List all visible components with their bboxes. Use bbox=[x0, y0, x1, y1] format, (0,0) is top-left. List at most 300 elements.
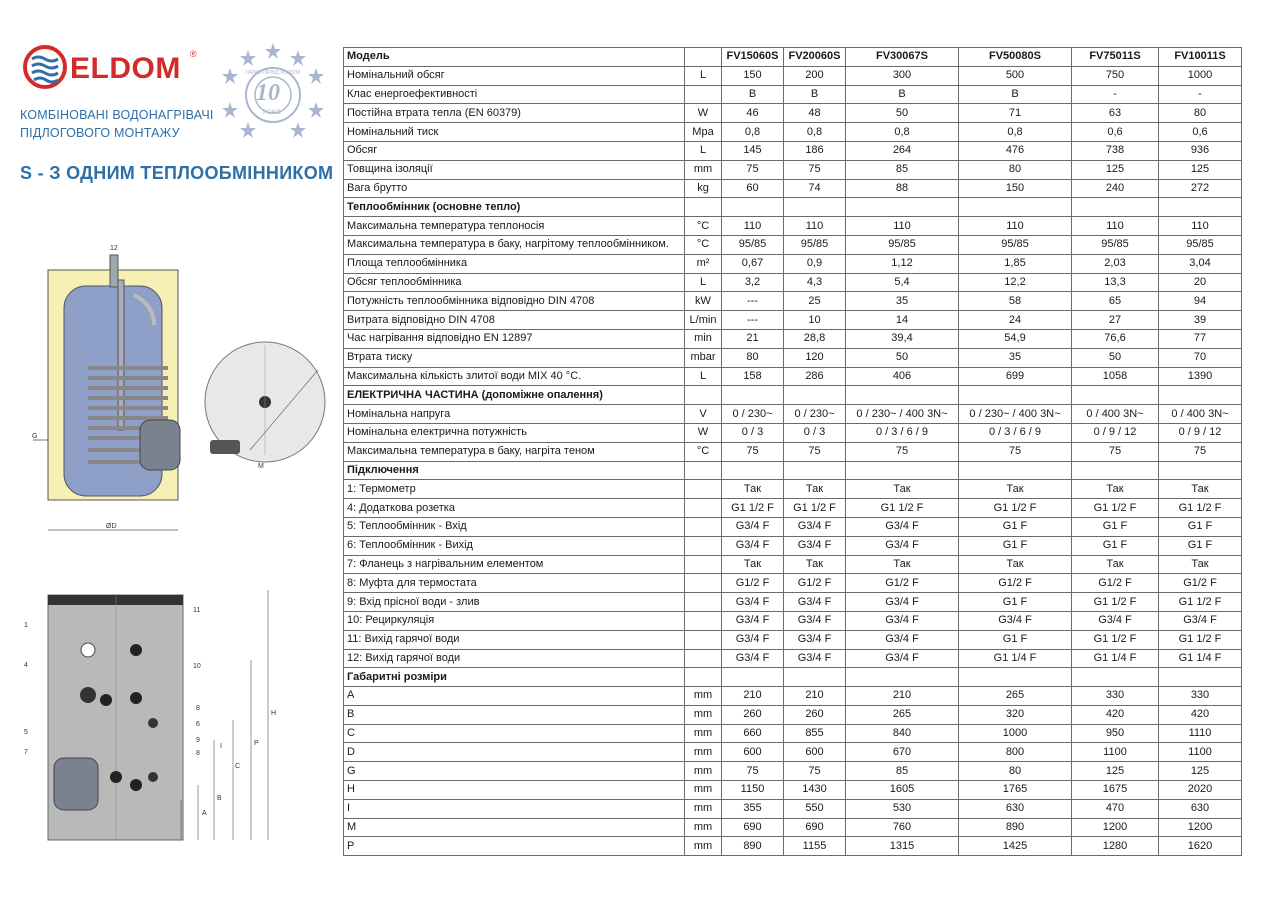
label-dim-b: B bbox=[217, 795, 222, 802]
value-cell bbox=[722, 668, 784, 687]
value-cell: G3/4 F bbox=[846, 649, 959, 668]
param-cell: 6: Теплообмінник - Вихід bbox=[344, 536, 685, 555]
table-row bbox=[344, 480, 1242, 499]
value-cell: 0 / 400 3N~ bbox=[1072, 405, 1159, 424]
section-row bbox=[344, 386, 1242, 405]
unit-cell: W bbox=[685, 104, 722, 123]
param-cell: I bbox=[344, 799, 685, 818]
table-row bbox=[344, 762, 1242, 781]
value-cell: 272 bbox=[1159, 179, 1242, 198]
value-cell: 75 bbox=[722, 442, 784, 461]
value-cell: 1620 bbox=[1159, 837, 1242, 856]
value-cell: 76,6 bbox=[1072, 329, 1159, 348]
value-cell: 85 bbox=[846, 160, 959, 179]
value-cell: Так bbox=[1072, 480, 1159, 499]
label-front-8a: 8 bbox=[196, 705, 200, 712]
value-cell: 77 bbox=[1159, 329, 1242, 348]
value-cell: 85 bbox=[846, 762, 959, 781]
value-cell: 210 bbox=[784, 687, 846, 706]
value-cell bbox=[784, 198, 846, 217]
table-row bbox=[344, 649, 1242, 668]
value-cell: G1/2 F bbox=[846, 574, 959, 593]
value-cell: G1 1/4 F bbox=[1159, 649, 1242, 668]
unit-cell bbox=[685, 536, 722, 555]
value-cell: - bbox=[1072, 85, 1159, 104]
value-cell: 265 bbox=[959, 687, 1072, 706]
value-cell: 0,9 bbox=[784, 254, 846, 273]
value-cell: 50 bbox=[1072, 348, 1159, 367]
value-cell: Так bbox=[722, 555, 784, 574]
value-cell bbox=[722, 461, 784, 480]
label-g: G bbox=[32, 433, 38, 440]
value-cell: 260 bbox=[722, 705, 784, 724]
unit-cell: mm bbox=[685, 705, 722, 724]
value-cell: G3/4 F bbox=[722, 593, 784, 612]
param-cell: 5: Теплообмінник - Вхід bbox=[344, 517, 685, 536]
value-cell: 3,2 bbox=[722, 273, 784, 292]
param-cell: 10: Рециркуляція bbox=[344, 611, 685, 630]
value-cell: G1 1/2 F bbox=[1072, 630, 1159, 649]
value-cell: 74 bbox=[784, 179, 846, 198]
value-cell: 420 bbox=[1159, 705, 1242, 724]
unit-cell bbox=[685, 461, 722, 480]
param-cell: 1: Термометр bbox=[344, 480, 685, 499]
param-cell: Номінальний обсяг bbox=[344, 66, 685, 85]
value-cell: G1 1/4 F bbox=[959, 649, 1072, 668]
value-cell: 158 bbox=[722, 367, 784, 386]
value-cell bbox=[959, 386, 1072, 405]
series-title: S - З ОДНИМ ТЕПЛООБМІННИКОМ bbox=[20, 163, 334, 183]
value-cell bbox=[959, 461, 1072, 480]
value-cell: 54,9 bbox=[959, 329, 1072, 348]
value-cell: 110 bbox=[1159, 217, 1242, 236]
table-row bbox=[344, 348, 1242, 367]
value-cell: G3/4 F bbox=[846, 630, 959, 649]
value-cell: --- bbox=[722, 292, 784, 311]
value-cell bbox=[784, 386, 846, 405]
value-cell: 28,8 bbox=[784, 329, 846, 348]
unit-cell: L bbox=[685, 141, 722, 160]
param-cell: Обсяг bbox=[344, 141, 685, 160]
value-cell: 46 bbox=[722, 104, 784, 123]
value-cell: Так bbox=[846, 480, 959, 499]
value-cell: 0 / 230~ bbox=[722, 405, 784, 424]
param-cell: Номінальна напруга bbox=[344, 405, 685, 424]
value-cell: 125 bbox=[1159, 762, 1242, 781]
value-cell: 670 bbox=[846, 743, 959, 762]
value-cell: G3/4 F bbox=[784, 630, 846, 649]
label-front-5: 5 bbox=[24, 729, 28, 736]
value-cell: 5,4 bbox=[846, 273, 959, 292]
value-cell: --- bbox=[722, 311, 784, 330]
value-cell: 260 bbox=[784, 705, 846, 724]
unit-cell bbox=[685, 386, 722, 405]
value-cell: 110 bbox=[846, 217, 959, 236]
value-cell: 600 bbox=[784, 743, 846, 762]
value-cell: 950 bbox=[1072, 724, 1159, 743]
value-cell: G1 1/2 F bbox=[784, 499, 846, 518]
value-cell: 88 bbox=[846, 179, 959, 198]
value-cell: 265 bbox=[846, 705, 959, 724]
value-cell: 476 bbox=[959, 141, 1072, 160]
value-cell: 0,6 bbox=[1072, 123, 1159, 142]
value-cell: 690 bbox=[784, 818, 846, 837]
value-cell: 286 bbox=[784, 367, 846, 386]
label-front-1: 1 bbox=[24, 622, 28, 629]
param-cell: Теплообмінник (основне тепло) bbox=[344, 198, 685, 217]
param-cell: C bbox=[344, 724, 685, 743]
value-cell: G1 F bbox=[1072, 517, 1159, 536]
value-cell: 890 bbox=[722, 837, 784, 856]
value-cell: 0 / 230~ / 400 3N~ bbox=[846, 405, 959, 424]
brand-registered-mark: ® bbox=[190, 49, 197, 59]
value-cell bbox=[959, 668, 1072, 687]
value-cell: 300 bbox=[846, 66, 959, 85]
unit-cell: V bbox=[685, 405, 722, 424]
unit-cell bbox=[685, 668, 722, 687]
value-cell: 1155 bbox=[784, 837, 846, 856]
param-cell: Втрата тиску bbox=[344, 348, 685, 367]
value-cell: G1 F bbox=[959, 536, 1072, 555]
unit-cell: L/min bbox=[685, 311, 722, 330]
unit-cell: kW bbox=[685, 292, 722, 311]
spec-table-body bbox=[344, 66, 1242, 855]
value-cell: 200 bbox=[784, 66, 846, 85]
table-row bbox=[344, 423, 1242, 442]
subtitle-line-2: ПІДЛОГОВОГО МОНТАЖУ bbox=[20, 126, 180, 140]
value-cell: 0,8 bbox=[846, 123, 959, 142]
value-cell: G3/4 F bbox=[722, 517, 784, 536]
unit-cell: Mpa bbox=[685, 123, 722, 142]
unit-cell: mm bbox=[685, 160, 722, 179]
value-cell: 125 bbox=[1159, 160, 1242, 179]
unit-cell: m² bbox=[685, 254, 722, 273]
value-cell: 0 / 3 / 6 / 9 bbox=[959, 423, 1072, 442]
param-cell: 8: Муфта для термостата bbox=[344, 574, 685, 593]
unit-cell: L bbox=[685, 367, 722, 386]
label-front-4: 4 bbox=[24, 662, 28, 669]
value-cell: 1390 bbox=[1159, 367, 1242, 386]
value-cell bbox=[846, 461, 959, 480]
value-cell: 600 bbox=[722, 743, 784, 762]
value-cell: 125 bbox=[1072, 762, 1159, 781]
unit-cell bbox=[685, 649, 722, 668]
param-cell: 4: Додаткова розетка bbox=[344, 499, 685, 518]
value-cell: 95/85 bbox=[959, 235, 1072, 254]
value-cell: 60 bbox=[722, 179, 784, 198]
value-cell: G1/2 F bbox=[1159, 574, 1242, 593]
unit-cell: mm bbox=[685, 781, 722, 800]
label-front-9: 9 bbox=[196, 737, 200, 744]
table-row bbox=[344, 687, 1242, 706]
param-cell: Потужність теплообмінника відповідно DIN 4708 bbox=[344, 292, 685, 311]
table-row bbox=[344, 217, 1242, 236]
value-cell: Так bbox=[1159, 555, 1242, 574]
value-cell: 25 bbox=[784, 292, 846, 311]
value-cell bbox=[1159, 386, 1242, 405]
value-cell: 550 bbox=[784, 799, 846, 818]
param-cell: Максимальна температура в баку, нагріта теном bbox=[344, 442, 685, 461]
value-cell: G1 F bbox=[1072, 536, 1159, 555]
value-cell: 65 bbox=[1072, 292, 1159, 311]
value-cell: 75 bbox=[722, 160, 784, 179]
value-cell bbox=[722, 386, 784, 405]
table-row bbox=[344, 574, 1242, 593]
value-cell: 330 bbox=[1072, 687, 1159, 706]
table-row bbox=[344, 85, 1242, 104]
value-cell bbox=[846, 386, 959, 405]
value-cell: Так bbox=[784, 555, 846, 574]
value-cell: G3/4 F bbox=[846, 593, 959, 612]
value-cell: 699 bbox=[959, 367, 1072, 386]
label-m: M bbox=[258, 463, 264, 470]
value-cell: 35 bbox=[959, 348, 1072, 367]
value-cell: 0 / 230~ bbox=[784, 405, 846, 424]
unit-cell bbox=[685, 499, 722, 518]
param-cell: M bbox=[344, 818, 685, 837]
unit-cell: mm bbox=[685, 762, 722, 781]
value-cell: 12,2 bbox=[959, 273, 1072, 292]
value-cell: 1430 bbox=[784, 781, 846, 800]
table-row bbox=[344, 555, 1242, 574]
value-cell: 75 bbox=[722, 762, 784, 781]
table-row bbox=[344, 254, 1242, 273]
value-cell: 0 / 230~ / 400 3N~ bbox=[959, 405, 1072, 424]
value-cell: 75 bbox=[959, 442, 1072, 461]
param-cell: Клас енергоефективності bbox=[344, 85, 685, 104]
param-cell: 11: Вихід гарячої води bbox=[344, 630, 685, 649]
value-cell: 210 bbox=[846, 687, 959, 706]
param-cell: Час нагрівання відповідно EN 12897 bbox=[344, 329, 685, 348]
value-cell: 75 bbox=[784, 762, 846, 781]
value-cell: Так bbox=[1072, 555, 1159, 574]
label-12: 12 bbox=[110, 245, 118, 252]
value-cell: 936 bbox=[1159, 141, 1242, 160]
value-cell: G3/4 F bbox=[1072, 611, 1159, 630]
label-diameter: ØD bbox=[106, 523, 117, 530]
value-cell: 39 bbox=[1159, 311, 1242, 330]
param-cell: Вага брутто bbox=[344, 179, 685, 198]
table-row bbox=[344, 292, 1242, 311]
value-cell: 1675 bbox=[1072, 781, 1159, 800]
header-cell: FV20060S bbox=[784, 48, 846, 67]
brand-name: ELDOM bbox=[70, 52, 181, 85]
value-cell: 75 bbox=[1159, 442, 1242, 461]
unit-cell: min bbox=[685, 329, 722, 348]
label-front-11: 11 bbox=[193, 607, 201, 614]
value-cell: 1150 bbox=[722, 781, 784, 800]
label-front-10: 10 bbox=[193, 663, 201, 670]
param-cell: ЕЛЕКТРИЧНА ЧАСТИНА (допоміжне опалення) bbox=[344, 386, 685, 405]
value-cell: G1/2 F bbox=[959, 574, 1072, 593]
param-cell: G bbox=[344, 762, 685, 781]
value-cell: G1 F bbox=[959, 630, 1072, 649]
value-cell: G1 F bbox=[959, 593, 1072, 612]
value-cell bbox=[846, 668, 959, 687]
spec-table bbox=[343, 47, 1242, 856]
header-cell bbox=[685, 48, 722, 67]
table-row bbox=[344, 123, 1242, 142]
value-cell bbox=[1072, 198, 1159, 217]
unit-cell bbox=[685, 480, 722, 499]
value-cell: G3/4 F bbox=[846, 517, 959, 536]
table-row bbox=[344, 499, 1242, 518]
value-cell: 500 bbox=[959, 66, 1072, 85]
label-dim-h: H bbox=[271, 710, 277, 717]
param-cell: Максимальна температура в баку, нагрітому теплообмінником. bbox=[344, 235, 685, 254]
value-cell: 95/85 bbox=[1072, 235, 1159, 254]
param-cell: A bbox=[344, 687, 685, 706]
value-cell: G1 1/2 F bbox=[1072, 499, 1159, 518]
value-cell: 2020 bbox=[1159, 781, 1242, 800]
table-row bbox=[344, 517, 1242, 536]
unit-cell: mm bbox=[685, 837, 722, 856]
value-cell: 1000 bbox=[959, 724, 1072, 743]
unit-cell: W bbox=[685, 423, 722, 442]
value-cell: G3/4 F bbox=[722, 611, 784, 630]
header-cell: Модель bbox=[344, 48, 685, 67]
unit-cell: mm bbox=[685, 687, 722, 706]
value-cell: 210 bbox=[722, 687, 784, 706]
value-cell: 406 bbox=[846, 367, 959, 386]
table-row bbox=[344, 367, 1242, 386]
param-cell: 7: Фланець з нагрівальним елементом bbox=[344, 555, 685, 574]
value-cell: 1200 bbox=[1072, 818, 1159, 837]
value-cell: 95/85 bbox=[784, 235, 846, 254]
value-cell: G1 1/2 F bbox=[722, 499, 784, 518]
value-cell: 186 bbox=[784, 141, 846, 160]
param-cell: Підключення bbox=[344, 461, 685, 480]
value-cell: 1605 bbox=[846, 781, 959, 800]
unit-cell: mm bbox=[685, 724, 722, 743]
value-cell: 630 bbox=[1159, 799, 1242, 818]
value-cell: Так bbox=[722, 480, 784, 499]
value-cell: G1 F bbox=[959, 517, 1072, 536]
tank-top-view bbox=[205, 342, 325, 462]
value-cell: 24 bbox=[959, 311, 1072, 330]
value-cell: G3/4 F bbox=[846, 536, 959, 555]
value-cell: 95/85 bbox=[846, 235, 959, 254]
value-cell: 1100 bbox=[1159, 743, 1242, 762]
value-cell: 0,6 bbox=[1159, 123, 1242, 142]
value-cell: Так bbox=[959, 555, 1072, 574]
value-cell: 110 bbox=[784, 217, 846, 236]
badge-ring-text: ГАРАНТІЯ ВІД КОРОЗІЇ bbox=[245, 70, 301, 76]
value-cell: Так bbox=[959, 480, 1072, 499]
table-row bbox=[344, 66, 1242, 85]
value-cell: G3/4 F bbox=[1159, 611, 1242, 630]
header-cell: FV75011S bbox=[1072, 48, 1159, 67]
param-cell: B bbox=[344, 705, 685, 724]
header-cell: FV30067S bbox=[846, 48, 959, 67]
value-cell: 14 bbox=[846, 311, 959, 330]
value-cell: G1 1/2 F bbox=[959, 499, 1072, 518]
value-cell: 13,3 bbox=[1072, 273, 1159, 292]
value-cell bbox=[1159, 461, 1242, 480]
value-cell: 630 bbox=[959, 799, 1072, 818]
value-cell: 0 / 3 bbox=[722, 423, 784, 442]
param-cell: 12: Вихід гарячої води bbox=[344, 649, 685, 668]
label-dim-i: I bbox=[220, 743, 222, 750]
label-dim-a: A bbox=[202, 810, 207, 817]
value-cell: 95/85 bbox=[722, 235, 784, 254]
value-cell: G3/4 F bbox=[784, 649, 846, 668]
value-cell: 1100 bbox=[1072, 743, 1159, 762]
value-cell: G1 1/2 F bbox=[1159, 499, 1242, 518]
value-cell: 75 bbox=[784, 442, 846, 461]
table-row bbox=[344, 235, 1242, 254]
value-cell: 330 bbox=[1159, 687, 1242, 706]
value-cell: 75 bbox=[784, 160, 846, 179]
value-cell: G3/4 F bbox=[722, 630, 784, 649]
technical-drawings bbox=[18, 240, 338, 870]
label-dim-c: C bbox=[235, 763, 241, 770]
value-cell: 750 bbox=[1072, 66, 1159, 85]
value-cell: 80 bbox=[959, 762, 1072, 781]
table-row bbox=[344, 141, 1242, 160]
tank-section-view bbox=[33, 255, 180, 530]
table-row bbox=[344, 724, 1242, 743]
param-cell: Номінальний тиск bbox=[344, 123, 685, 142]
value-cell: G1 1/2 F bbox=[846, 499, 959, 518]
table-row bbox=[344, 705, 1242, 724]
value-cell: G3/4 F bbox=[722, 649, 784, 668]
table-row bbox=[344, 160, 1242, 179]
value-cell: 80 bbox=[722, 348, 784, 367]
unit-cell: °C bbox=[685, 217, 722, 236]
param-cell: D bbox=[344, 743, 685, 762]
unit-cell: mbar bbox=[685, 348, 722, 367]
table-row bbox=[344, 329, 1242, 348]
value-cell: 3,04 bbox=[1159, 254, 1242, 273]
label-front-7: 7 bbox=[24, 749, 28, 756]
value-cell: B bbox=[846, 85, 959, 104]
param-cell: Обсяг теплообмінника bbox=[344, 273, 685, 292]
param-cell: Товщина ізоляції bbox=[344, 160, 685, 179]
unit-cell bbox=[685, 630, 722, 649]
unit-cell: mm bbox=[685, 799, 722, 818]
table-row bbox=[344, 179, 1242, 198]
section-row bbox=[344, 668, 1242, 687]
unit-cell: L bbox=[685, 273, 722, 292]
value-cell: 760 bbox=[846, 818, 959, 837]
value-cell: 355 bbox=[722, 799, 784, 818]
value-cell: G3/4 F bbox=[722, 536, 784, 555]
value-cell bbox=[1159, 668, 1242, 687]
value-cell bbox=[784, 461, 846, 480]
table-row bbox=[344, 743, 1242, 762]
param-cell: 9: Вхід прісної води - злив bbox=[344, 593, 685, 612]
value-cell: 0,67 bbox=[722, 254, 784, 273]
value-cell: 58 bbox=[959, 292, 1072, 311]
param-cell: P bbox=[344, 837, 685, 856]
table-row bbox=[344, 104, 1242, 123]
value-cell bbox=[1072, 386, 1159, 405]
value-cell: 240 bbox=[1072, 179, 1159, 198]
unit-cell: L bbox=[685, 66, 722, 85]
value-cell: B bbox=[959, 85, 1072, 104]
value-cell: G1 F bbox=[1159, 517, 1242, 536]
value-cell: 0,8 bbox=[722, 123, 784, 142]
value-cell: G1 1/2 F bbox=[1159, 593, 1242, 612]
value-cell: 50 bbox=[846, 348, 959, 367]
table-row bbox=[344, 630, 1242, 649]
table-row bbox=[344, 799, 1242, 818]
value-cell: 530 bbox=[846, 799, 959, 818]
value-cell: Так bbox=[1159, 480, 1242, 499]
unit-cell bbox=[685, 611, 722, 630]
label-front-8b: 8 bbox=[196, 750, 200, 757]
